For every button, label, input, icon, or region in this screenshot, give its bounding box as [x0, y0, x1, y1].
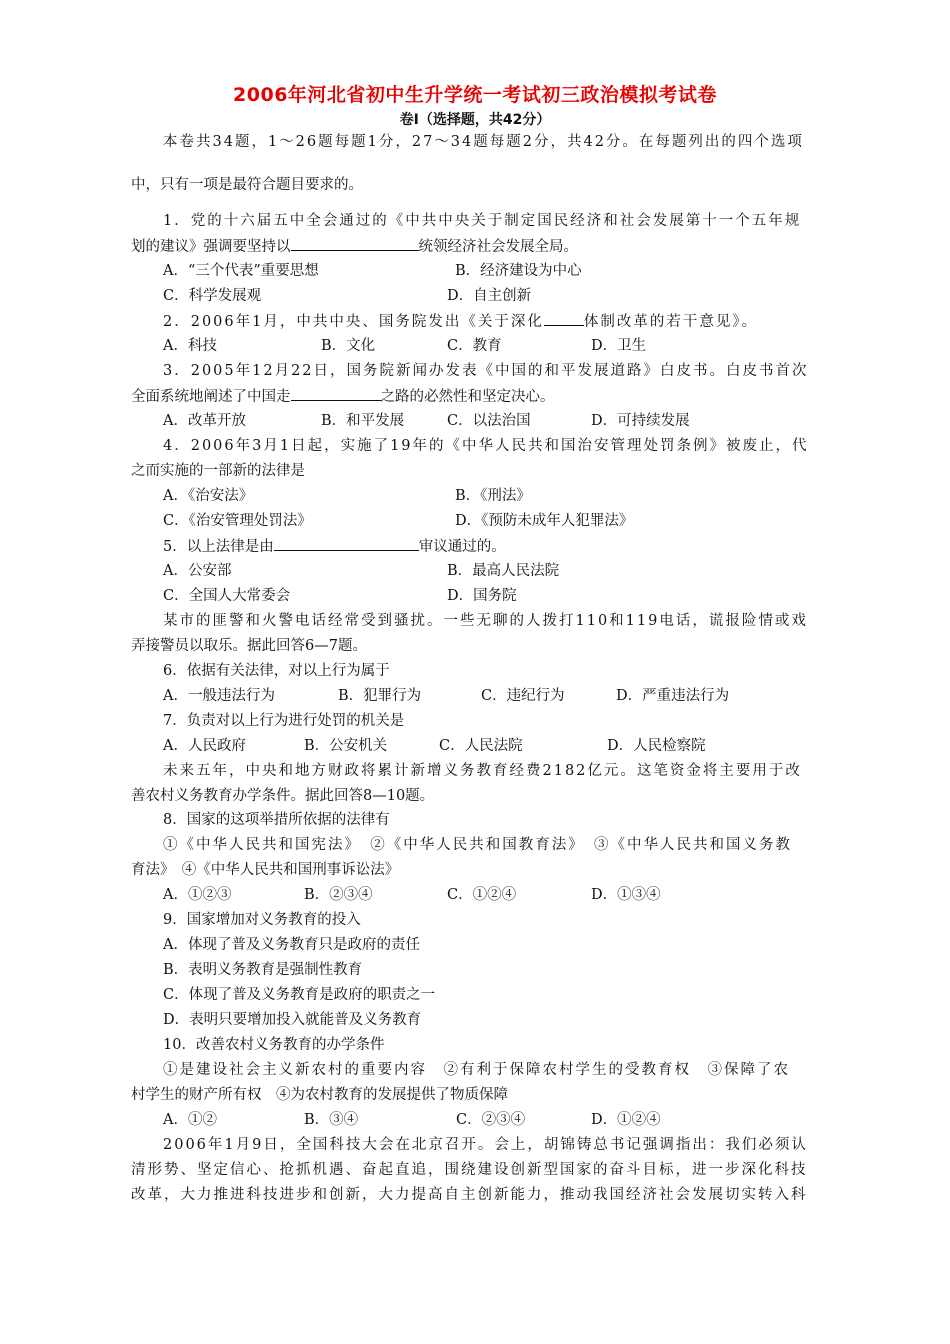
answer-blank: [291, 236, 419, 251]
question-8-option-b: B．②③④: [304, 887, 373, 903]
question-4-option-a: A．《治安法》: [163, 488, 254, 504]
question-4-option-d: D．《预防未成年人犯罪法》: [455, 513, 634, 529]
question-7-option-c: C．人民法院: [439, 738, 523, 754]
question-5-option-b: B．最高人民法院: [447, 563, 560, 579]
question-7-stem: 7．负责对以上行为进行处罚的机关是: [163, 713, 405, 729]
question-4-option-b: B．《刑法》: [455, 488, 531, 504]
material-3-line-3: 改革，大力推进科技进步和创新，大力提高自主创新能力，推动我国经济社会发展切实转入科: [131, 1187, 808, 1203]
question-3-option-b: B．和平发展: [321, 413, 405, 429]
question-3-text-a: 全面系统地阐述了中国走: [131, 389, 291, 405]
question-3-option-c: C．以法治国: [447, 413, 531, 429]
question-1-text-a: 划的建议》强调要坚持以: [131, 239, 291, 255]
question-6-stem: 6．依据有关法律，对以上行为属于: [163, 663, 390, 679]
question-9-option-b: B．表明义务教育是强制性教育: [163, 962, 363, 978]
question-10-option-c: C．②③④: [456, 1112, 526, 1128]
question-1-option-d: D．自主创新: [447, 288, 532, 304]
question-10-statements-line-1: ①是建设社会主义新农村的重要内容 ②有利于保障农村学生的受教育权 ③保障了农: [163, 1062, 790, 1078]
question-3-option-d: D．可持续发展: [591, 413, 690, 429]
question-2-option-a: A．科技: [163, 338, 217, 354]
question-7-option-b: B．公安机关: [304, 738, 388, 754]
question-6-option-d: D．严重违法行为: [616, 688, 730, 704]
question-5-option-c: C．全国人大常委会: [163, 588, 291, 604]
question-6-option-c: C．违纪行为: [481, 688, 565, 704]
answer-blank: [544, 311, 584, 326]
question-3-stem-line-2: [131, 386, 555, 407]
intro-line-2: 中，只有一项是最符合题目要求的。: [131, 177, 363, 193]
question-9-option-c: C．体现了普及义务教育是政府的职责之一: [163, 987, 436, 1003]
question-8-option-d: D．①③④: [591, 887, 661, 903]
page-title: 2006年河北省初中生升学统一考试初三政治模拟考试卷: [233, 84, 717, 106]
question-5-text-a: 5．以上法律是由: [163, 539, 274, 555]
material-3-line-1: 2006年1月9日，全国科技大会在北京召开。会上，胡锦铸总书记强调指出：我们必须认: [163, 1137, 808, 1153]
material-1-line-1: 某市的匪警和火警电话经常受到骚扰。一些无聊的人拨打110和119电话，谎报险情或戏: [163, 613, 808, 629]
question-10-option-a: A．①②: [163, 1112, 217, 1128]
question-10-option-d: D．①②④: [591, 1112, 661, 1128]
question-9-option-d: D．表明只要增加投入就能普及义务教育: [163, 1012, 422, 1028]
material-1-line-2: 弄接警员以取乐。据此回答6—7题。: [131, 638, 367, 654]
question-4-option-c: C．《治安管理处罚法》: [163, 513, 312, 529]
question-1-stem: 1．党的十六届五中全会通过的《中共中央关于制定国民经济和社会发展第十一个五年规: [163, 213, 802, 229]
question-1-option-b: B．经济建设为中心: [455, 263, 582, 279]
question-8-statements-line-2: 育法》 ④《中华人民共和国刑事诉讼法》: [131, 862, 400, 878]
question-1-option-a: A．“三个代表”重要思想: [163, 263, 319, 279]
question-5-option-a: A．公安部: [163, 563, 232, 579]
material-3-line-2: 清形势、坚定信心、抢抓机遇、奋起直追，围绕建设创新型国家的奋斗目标，进一步深化科技: [131, 1162, 808, 1178]
question-2-option-c: C．教育: [447, 338, 502, 354]
question-8-statements-line-1: ①《中华人民共和国宪法》 ②《中华人民共和国教育法》 ③《中华人民共和国义务教: [163, 837, 792, 853]
question-5-option-d: D．国务院: [447, 588, 517, 604]
question-6-option-a: A．一般违法行为: [163, 688, 275, 704]
material-2-line-1: 未来五年，中央和地方财政将累计新增义务教育经费2182亿元。这笔资金将主要用于改: [163, 763, 802, 779]
answer-blank: [291, 386, 381, 401]
question-2-text-a: 2．2006年1月，中共中央、国务院发出《关于深化: [163, 314, 544, 330]
question-7-option-d: D．人民检察院: [607, 738, 706, 754]
question-2-option-d: D．卫生: [591, 338, 647, 354]
question-2-text-b: 体制改革的若干意见》。: [583, 314, 759, 330]
question-9-stem: 9．国家增加对义务教育的投入: [163, 912, 361, 928]
question-3-option-a: A．改革开放: [163, 413, 246, 429]
question-2-stem: [163, 311, 758, 332]
intro-line-1: 本卷共34题，1～26题每题1分，27～34题每题2分，共42分。在每题列出的四个选项: [163, 134, 804, 150]
question-4-stem: 4．2006年3月1日起，实施了19年的《中华人民共和国治安管理处罚条例》被废止，代: [163, 438, 809, 454]
question-3-text-b: 之路的必然性和坚定决心。: [380, 389, 555, 405]
question-3-stem: 3．2005年12月22日，国务院新闻办发表《中国的和平发展道路》白皮书。白皮书首次: [163, 363, 809, 379]
question-1-text-b: 统领经济社会发展全局。: [418, 239, 578, 255]
question-1-stem-line-2: [131, 236, 578, 257]
question-9-option-a: A．体现了普及义务教育只是政府的责任: [163, 937, 420, 953]
question-7-option-a: A．人民政府: [163, 738, 246, 754]
answer-blank: [274, 536, 419, 551]
question-10-stem: 10．改善农村义务教育的办学条件: [163, 1037, 385, 1053]
question-2-option-b: B．文化: [321, 338, 376, 354]
question-5-stem: [163, 536, 506, 557]
material-2-line-2: 善农村义务教育办学条件。据此回答8—10题。: [131, 788, 435, 804]
section-subtitle: 卷Ⅰ（选择题，共42分）: [399, 112, 551, 128]
question-10-option-b: B．③④: [304, 1112, 359, 1128]
question-1-option-c: C．科学发展观: [163, 288, 262, 304]
question-4-stem-line-2: 之而实施的一部新的法律是: [131, 463, 305, 479]
question-8-option-c: C．①②④: [447, 887, 517, 903]
question-8-option-a: A．①②③: [163, 887, 232, 903]
question-8-stem: 8．国家的这项举措所依据的法律有: [163, 812, 390, 828]
question-10-statements-line-2: 村学生的财产所有权 ④为农村教育的发展提供了物质保障: [131, 1087, 508, 1103]
question-6-option-b: B．犯罪行为: [338, 688, 422, 704]
question-5-text-b: 审议通过的。: [418, 539, 506, 555]
